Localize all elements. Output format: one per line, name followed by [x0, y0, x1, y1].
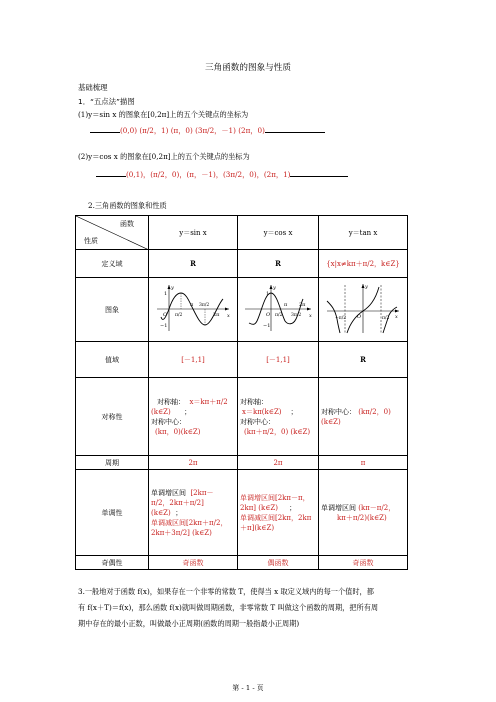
- cos-y-label: y: [273, 285, 276, 291]
- monotonic-cos: [238, 470, 319, 556]
- label-range: 值域: [76, 342, 149, 378]
- sin-one-label: 1: [164, 291, 168, 297]
- item3-line1: 3.一般地对于函数 f(x)，如果存在一个非零的常数 T，使得当 x 取定义域内的每一个值时，都: [78, 587, 374, 596]
- range-sin: [－1,1]: [149, 342, 238, 378]
- row-range: [76, 342, 408, 378]
- graph-sin-cell: [149, 278, 238, 342]
- sym-cos-d: 对称中心：: [240, 417, 275, 426]
- monotonic-tan: [319, 470, 408, 556]
- properties-table: [75, 215, 408, 570]
- mono-sin-b: [2kπ－: [190, 488, 214, 497]
- row-symmetry: [76, 378, 408, 456]
- corner-cell: [76, 216, 149, 250]
- sin-line: (1)y＝sin x 的图象在[0,2π]上的五个关键点的坐标为: [78, 110, 249, 119]
- tan-half-pi-label: π/2: [382, 316, 390, 321]
- label-symmetry: 对称性: [76, 378, 149, 456]
- header-cos: y＝cos x: [238, 216, 319, 250]
- tan-y-label: y: [365, 284, 368, 290]
- cos-x-label: x: [309, 313, 312, 319]
- row-domain: [76, 250, 408, 278]
- sym-cos-c: ；: [290, 407, 298, 416]
- cos-neg-one-label: −1: [263, 323, 271, 329]
- corner-bottom: 性质: [84, 237, 98, 245]
- cos-points: (0,1)，(π/2，0)，(π，－1)，(3π/2，0)，(2π，1): [126, 170, 291, 179]
- item1-heading: 1．“五点法”描图: [78, 97, 135, 106]
- sin-points: (0,0) (π/2，1) (π，0) (3π/2，－1) (2π，0): [120, 126, 265, 135]
- section-basic: 基础梳理: [78, 83, 108, 92]
- mono-cos-a: 单调增区间[2kπ－π，: [240, 493, 310, 502]
- sin-graph: [153, 281, 233, 335]
- mono-sin-f: 2kπ＋3π/2] (k∈Z): [151, 528, 212, 537]
- domain-cos: R: [238, 250, 319, 278]
- corner-top: 函数: [120, 220, 134, 228]
- cos-half-pi-label: π/2: [275, 313, 283, 318]
- cos-line: (2)y＝cos x 的图象在[0,2π]上的五个关键点的坐标为: [78, 152, 250, 161]
- range-tan: R: [319, 342, 408, 378]
- blank-line: [265, 124, 325, 133]
- sym-sin-b: x＝kπ＋π/2: [189, 397, 228, 406]
- page-footer: 第 - 1 - 页: [232, 684, 264, 692]
- item2-heading: 2.三角函数的图象和性质: [88, 201, 167, 210]
- parity-cos: 偶函数: [238, 556, 319, 570]
- sym-sin-e: 对称中心：: [151, 417, 186, 426]
- sym-cos-e: (kπ＋π/2，0) (k∈Z): [244, 427, 311, 436]
- parity-sin: 奇函数: [149, 556, 238, 570]
- mono-sin-c: π/2，2kπ＋π/2](k∈Z): [151, 498, 204, 517]
- row-graph: [76, 278, 408, 342]
- sym-sin-d: ；: [184, 407, 192, 416]
- parity-tan: 奇函数: [319, 556, 408, 570]
- symmetry-sin: [149, 378, 238, 456]
- header-sin: y＝sin x: [149, 216, 238, 250]
- cos-graph: [241, 281, 315, 335]
- sin-points-line: [90, 124, 325, 136]
- sym-cos-a: 对称轴：: [240, 397, 268, 406]
- sin-origin-label: O: [163, 312, 168, 318]
- sin-y-label: y: [171, 285, 174, 291]
- mono-cos-b: 2kπ] (k∈Z): [240, 503, 279, 512]
- symmetry-cos: [238, 378, 319, 456]
- sin-three-half-pi-label: 3π/2: [199, 303, 210, 308]
- mono-cos-c: ；: [289, 503, 297, 512]
- tan-neg-half-pi-label: −π/2: [335, 316, 347, 321]
- label-period: 周期: [76, 456, 149, 470]
- symmetry-tan: [319, 378, 408, 456]
- mono-sin-a: 单调增区间: [151, 488, 186, 497]
- header-tan: y＝tan x: [319, 216, 408, 250]
- row-period: [76, 456, 408, 470]
- sin-neg-one-label: −1: [160, 323, 168, 329]
- sym-cos-b: x＝kπ(k∈Z): [242, 407, 282, 416]
- row-parity: [76, 556, 408, 570]
- cos-pi-label: π: [284, 302, 288, 308]
- mono-tan-a: 单调增区间: [321, 503, 356, 512]
- page-title: 三角函数的图象与性质: [205, 63, 291, 73]
- sym-sin-a: 对称轴：: [157, 397, 185, 406]
- sym-tan-c: (k∈Z): [321, 417, 341, 426]
- sin-pi-label: π: [190, 302, 194, 308]
- item3-line2: 有 f(x＋T)＝f(x)，那么函数 f(x)就叫做周期函数，非零常数 T 叫做这个函数的周期，把所有周: [78, 603, 379, 612]
- range-cos: [－1,1]: [238, 342, 319, 378]
- cos-origin-label: O: [266, 312, 271, 318]
- sym-sin-f: (kπ，0)(k∈Z): [155, 427, 201, 436]
- label-parity: 奇偶性: [76, 556, 149, 570]
- period-tan: π: [319, 456, 408, 470]
- graph-cos-cell: [238, 278, 319, 342]
- monotonic-sin: [149, 470, 238, 556]
- mono-tan-b: (kπ－π/2，: [358, 503, 396, 512]
- domain-sin: R: [149, 250, 238, 278]
- label-domain: 定义域: [76, 250, 149, 278]
- item3-line3: 期中存在的最小正数，叫做最小正周期(函数的周期一般指最小正周期): [78, 619, 300, 628]
- mono-sin-d: ；: [175, 508, 183, 517]
- cos-one-label: 1: [266, 291, 270, 297]
- sin-x-label: x: [227, 313, 230, 319]
- blank-line: [290, 168, 348, 177]
- table-header-row: [76, 216, 408, 250]
- period-cos: 2π: [238, 456, 319, 470]
- blank-line: [90, 124, 120, 133]
- graph-tan-cell: [319, 278, 408, 342]
- tan-x-label: x: [395, 314, 398, 320]
- sin-half-pi-label: π/2: [175, 313, 183, 318]
- mono-cos-e: ＋π](k∈Z): [240, 523, 275, 532]
- sym-tan-a: 对称中心：: [321, 407, 356, 416]
- period-sin: 2π: [149, 456, 238, 470]
- label-monotonic: 单调性: [76, 470, 149, 556]
- mono-tan-c: kπ＋π/2)(k∈Z): [337, 513, 387, 522]
- row-monotonic: [76, 470, 408, 556]
- tan-origin-label: O: [357, 314, 362, 320]
- domain-tan: {x|x≠kπ＋π/2，k∈Z}: [319, 250, 408, 278]
- cos-points-line: [96, 168, 348, 180]
- sin-two-pi-label: 2π: [213, 312, 220, 318]
- label-graph: 图象: [76, 278, 149, 342]
- mono-sin-e: 单调减区间[2kπ＋π/2，: [151, 518, 228, 527]
- sym-sin-c: (k∈Z): [151, 407, 171, 416]
- tan-graph: [323, 281, 403, 335]
- sym-tan-b: (kπ/2，0): [358, 407, 391, 416]
- mono-cos-d: 单调减区间[2kπ，2kπ: [240, 513, 312, 522]
- blank-line: [96, 168, 126, 177]
- cos-three-half-pi-label: 3π/2: [291, 313, 302, 318]
- cos-two-pi-label: 2π: [299, 302, 306, 308]
